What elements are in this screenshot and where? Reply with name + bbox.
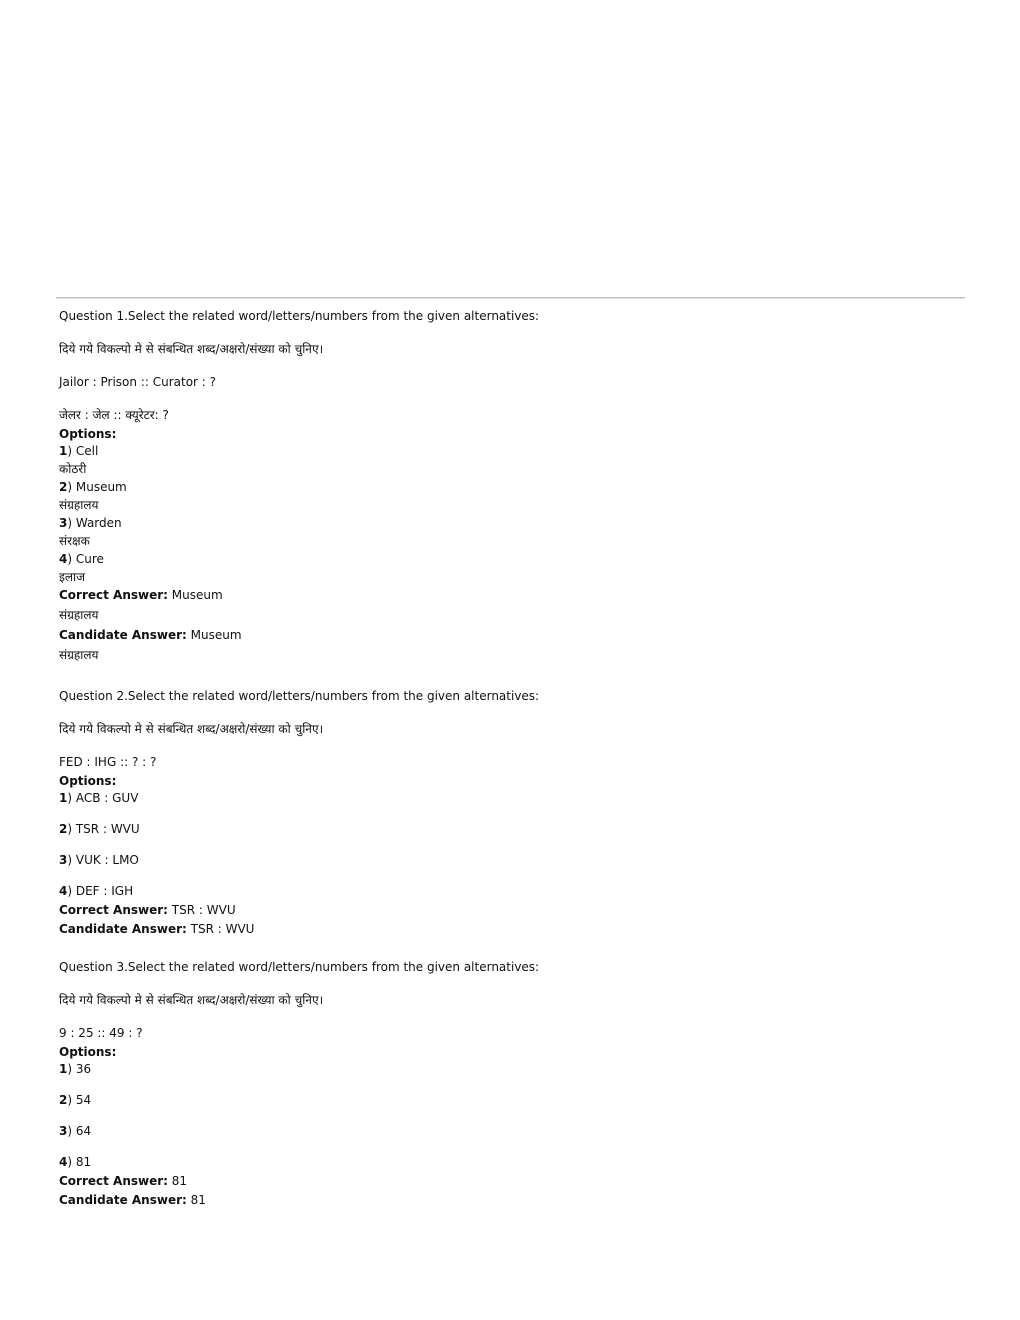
question-title-hindi: दिये गये विकल्पो मे से संबन्धित शब्द/अक्षरो/संख्या को चुनिए। <box>59 722 324 736</box>
option-1 <box>59 789 959 807</box>
question-stem: 9 : 25 :: 49 : ? <box>59 1026 143 1040</box>
option-text: ) TSR : WVU <box>67 822 140 836</box>
options-label: Options: <box>59 427 117 441</box>
option-text: ) Warden <box>67 516 122 530</box>
candidate-answer-label: Candidate Answer: <box>59 922 187 936</box>
candidate-answer-value: 81 <box>186 1193 206 1207</box>
question-1 <box>59 308 959 666</box>
option-text: ) DEF : IGH <box>67 884 134 898</box>
option-text: ) 36 <box>67 1062 92 1076</box>
correct-answer-hindi: संग्रहालय <box>59 608 99 622</box>
correct-answer <box>59 586 959 605</box>
correct-answer-label: Correct Answer: <box>59 1174 168 1188</box>
option-2 <box>59 478 959 496</box>
candidate-answer-hindi: संग्रहालय <box>59 648 99 662</box>
question-title: Question 1.Select the related word/letters/numbers from the given alternatives: <box>59 309 540 323</box>
option-1-hindi: कोठरी <box>59 462 87 476</box>
correct-answer-value: 81 <box>167 1174 188 1188</box>
option-number: 1 <box>59 1062 68 1076</box>
option-number: 3 <box>59 516 68 530</box>
question-title-hindi: दिये गये विकल्पो मे से संबन्धित शब्द/अक्षरो/संख्या को चुनिए। <box>59 342 324 356</box>
option-number: 3 <box>59 1124 68 1138</box>
option-text: ) ACB : GUV <box>67 791 139 805</box>
option-2-hindi: संग्रहालय <box>59 498 99 512</box>
option-number: 1 <box>59 791 68 805</box>
option-number: 3 <box>59 853 68 867</box>
correct-answer <box>59 901 959 920</box>
option-number: 1 <box>59 444 68 458</box>
option-text: ) Museum <box>67 480 127 494</box>
option-4 <box>59 882 959 900</box>
question-title-hindi: दिये गये विकल्पो मे से संबन्धित शब्द/अक्षरो/संख्या को चुनिए। <box>59 993 324 1007</box>
option-text: ) Cure <box>67 552 104 566</box>
correct-answer-label: Correct Answer: <box>59 903 168 917</box>
question-stem: FED : IHG :: ? : ? <box>59 755 157 769</box>
option-4-hindi: इलाज <box>59 570 86 584</box>
correct-answer <box>59 1172 959 1191</box>
candidate-answer-value: Museum <box>186 628 242 642</box>
candidate-answer-label: Candidate Answer: <box>59 628 187 642</box>
question-2 <box>59 688 959 939</box>
correct-answer-value: TSR : WVU <box>167 903 236 917</box>
option-3-hindi: संरक्षक <box>59 534 90 548</box>
correct-answer-label: Correct Answer: <box>59 588 168 602</box>
option-4 <box>59 1153 959 1171</box>
option-4 <box>59 550 959 568</box>
option-text: ) Cell <box>67 444 99 458</box>
option-number: 4 <box>59 884 68 898</box>
option-1 <box>59 442 959 460</box>
candidate-answer <box>59 1191 959 1210</box>
option-text: ) 54 <box>67 1093 92 1107</box>
option-3 <box>59 514 959 532</box>
option-text: ) 64 <box>67 1124 92 1138</box>
option-number: 2 <box>59 1093 68 1107</box>
option-3 <box>59 1122 959 1140</box>
option-2 <box>59 820 959 838</box>
option-number: 2 <box>59 480 68 494</box>
option-3 <box>59 851 959 869</box>
question-stem: Jailor : Prison :: Curator : ? <box>59 375 217 389</box>
candidate-answer-value: TSR : WVU <box>186 922 255 936</box>
candidate-answer <box>59 626 959 645</box>
candidate-answer-label: Candidate Answer: <box>59 1193 187 1207</box>
option-number: 2 <box>59 822 68 836</box>
option-text: ) 81 <box>67 1155 92 1169</box>
top-divider <box>56 297 965 299</box>
option-number: 4 <box>59 552 68 566</box>
option-text: ) VUK : LMO <box>67 853 139 867</box>
question-list <box>59 308 959 1210</box>
option-2 <box>59 1091 959 1109</box>
correct-answer-value: Museum <box>167 588 223 602</box>
options-label: Options: <box>59 774 117 788</box>
options-label: Options: <box>59 1045 117 1059</box>
option-1 <box>59 1060 959 1078</box>
question-title: Question 3.Select the related word/letters/numbers from the given alternatives: <box>59 960 540 974</box>
question-3 <box>59 959 959 1210</box>
question-stem-hindi: जेलर : जेल :: क्यूरेटर: ? <box>59 408 169 422</box>
option-number: 4 <box>59 1155 68 1169</box>
question-title: Question 2.Select the related word/letters/numbers from the given alternatives: <box>59 689 540 703</box>
candidate-answer <box>59 920 959 939</box>
